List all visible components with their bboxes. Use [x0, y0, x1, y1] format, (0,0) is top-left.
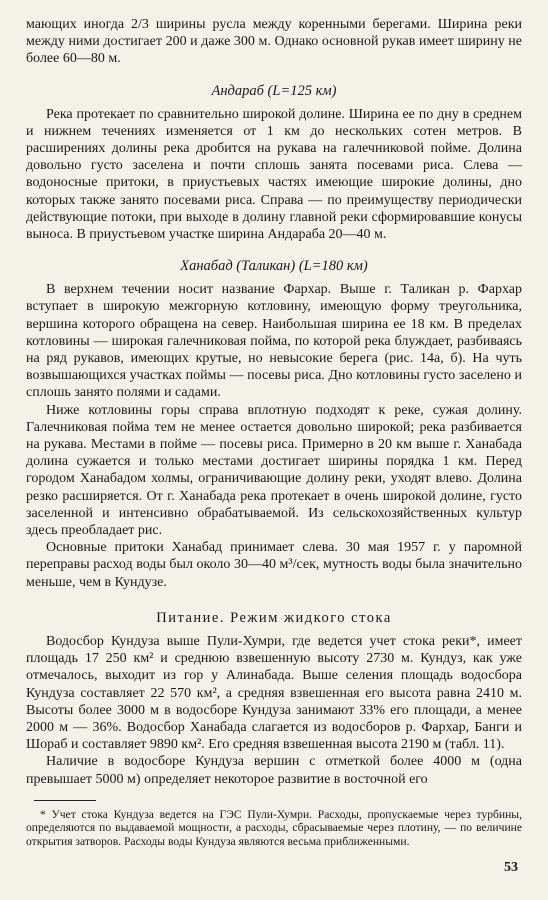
feeding-paragraph-2: Наличие в водосборе Кундуза вершин с отметкой более 4000 м (одна превышает 5000 м) определяет некоторое развитие в восточной его — [26, 754, 522, 787]
feeding-section-heading: Питание. Режим жидкого стока — [156, 609, 392, 626]
book-page — [26, 16, 522, 848]
khanabad-paragraph-1: В верхнем течении носит название Фархар. Выше г. Таликан р. Фархар вступает в широкую межгорную котловину, имеющую форму треугольника, вершина которого обращена на север. Наибольшая ширина ее 18 км. В пределах котловины — широкая галечниковая пойма, по которой река блуждает, разбиваясь на ряд рукавов, имеющих крутые, но невысокие берега (рис. 14а, б). На чуть возвышающихся участках поймы — посевы риса. Дно котловины густо заселено и сплошь занято полями и садами. — [26, 282, 522, 401]
footnote: * Учет стока Кундуза ведется на ГЭС Пули-Хумри. Расходы, пропускаемые через турбины, определяются по выдаваемой мощности, а расходы, сбрасываемые через плотину, — по величине открытия затворов. Расходы воды Кундуза являются весьма приближенными. — [26, 807, 522, 848]
khanabad-paragraph-2: Ниже котловины горы справа вплотную подходят к реке, сужая долину. Галечниковая пойма тем не менее остается довольно широкой; река разбивается на рукава. Местами в пойме — посевы риса. Примерно в 20 км выше г. Ханабада долина сужается и только местами достигает ширины порядка 1 км. Перед городом Ханабадом холмы, ограничивающие долину реки, уходят влево. Долина резко расширяется. От г. Ханабада река протекает в очень широкой долине, густо заселенной и интенсивно обрабатываемой. Из сельскохозяйственных культур здесь преобладает рис. — [26, 402, 522, 539]
footnote-divider — [34, 800, 96, 801]
andarab-paragraph: Река протекает по сравнительно широкой долине. Ширина ее по дну в среднем и нижнем течениях изменяется от 1 км до нескольких сотен метров. В расширениях долины река дробится на рукава на галечниковой пойме. Долина довольно густо заселена и почти сплошь занята посевами риса. Слева — водоносные притоки, в приустьевых частях имеющие широкие долины, дно которых также занято посевами риса. Справа — по преимуществу периодически действующие потоки, при выходе в долину главной реки сформировавшие конусы выноса. В приустьевом участке ширина Андараба 20—40 м. — [26, 106, 522, 243]
page-number: 53 — [504, 860, 518, 875]
andarab-heading: Андараб (L=125 км) — [211, 82, 337, 99]
feeding-paragraph-1: Водосбор Кундуза выше Пули-Хумри, где ведется учет стока реки*, имеет площадь 17 250 км² и среднюю взвешенную высоту 2730 м. Кундуз, как уже отмечалось, выходит из гор у Алинабада. Выше селения площадь водосбора Кундуза составляет 22 570 км², а средняя взвешенная его высота равна 2410 м. Высоты более 3000 м в водосборе Кундуза занимают 33% его площади, а менее 2000 м — 36%. Водосбор Ханабада слагается из водосборов р. Фархар, Банги и Шораб и составляет 9890 км². Его средняя взвешенная высота 2190 м (табл. 11). — [26, 633, 522, 753]
khanabad-paragraph-3: Основные притоки Ханабад принимает слева. 30 мая 1957 г. у паромной переправы расход воды был около 30—40 м³/сек, мутность воды была значительно меньше, чем в Кундузе. — [26, 540, 522, 590]
khanabad-heading: Ханабад (Таликан) (L=180 км) — [180, 258, 368, 275]
continuation-paragraph: мающих иногда 2/3 ширины русла между коренными берегами. Ширина реки между ними достигает 200 и даже 300 м. Однако основной рукав имеет ширину не более 60—80 м. — [26, 17, 522, 67]
